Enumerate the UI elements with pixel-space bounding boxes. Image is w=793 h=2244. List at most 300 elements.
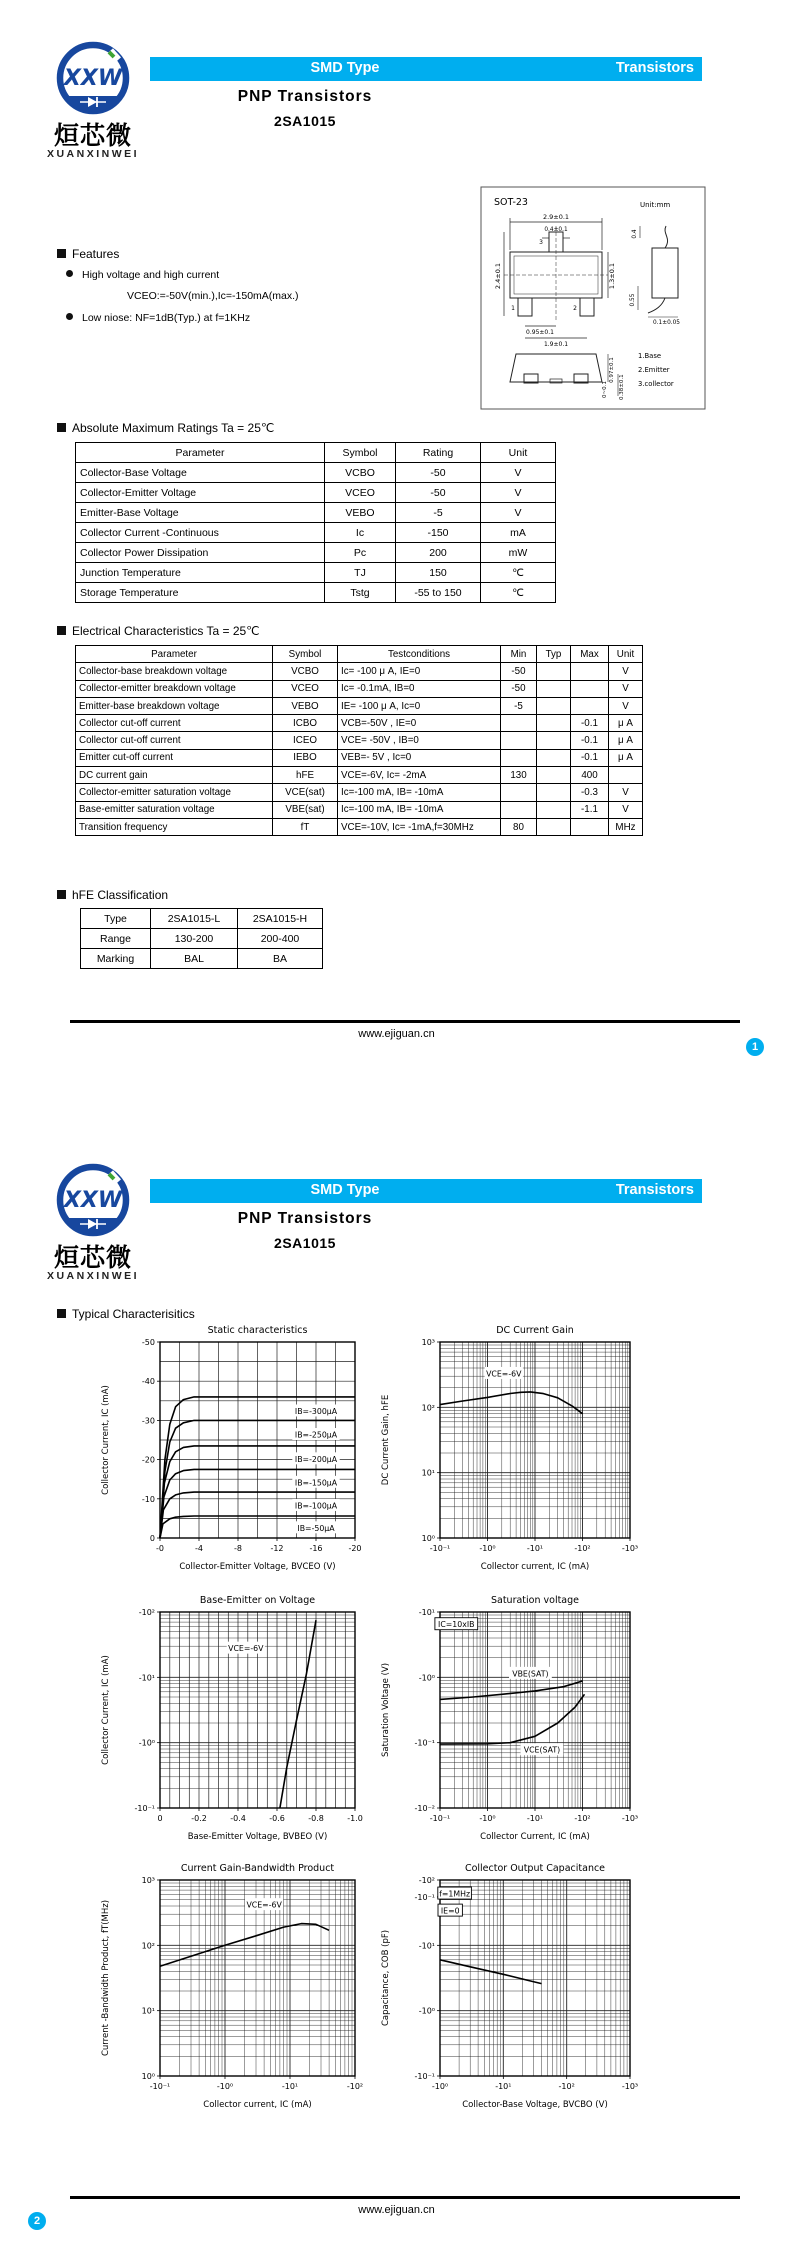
table-cell: VCE=-6V, Ic= -2mA xyxy=(338,767,501,784)
chart-svg xyxy=(375,1858,645,2116)
table-row xyxy=(76,543,556,563)
table-cell: VCE=-10V, Ic= -1mA,f=30MHz xyxy=(338,818,501,835)
table-row xyxy=(76,680,643,697)
table-row xyxy=(76,663,643,680)
y-tick-label: 10¹ xyxy=(421,1468,435,1478)
grid xyxy=(440,1612,630,1808)
dim-pitch-1: 0.95±0.1 xyxy=(526,329,554,336)
table-cell: μ A xyxy=(609,749,643,766)
y-axis-label: DC Current Gain, hFE xyxy=(381,1394,391,1486)
table-cell: BAL xyxy=(151,949,238,969)
x-axis-label: Collector current, IC (mA) xyxy=(203,2100,312,2110)
brand-logo xyxy=(55,40,131,116)
package-name: SOT-23 xyxy=(494,197,528,208)
pin-legend-base: 1.Base xyxy=(638,352,662,360)
y-tick-label: -50 xyxy=(141,1338,155,1347)
y-tick-label: 10¹ xyxy=(141,2006,155,2016)
y-tick-label: -10¹ xyxy=(418,1608,435,1617)
table-cell: V xyxy=(609,801,643,818)
y-tick-label: 10² xyxy=(141,1941,155,1951)
table-cell: -1.1 xyxy=(571,801,609,818)
y-tick-label: 10⁰ xyxy=(141,2072,155,2081)
chart-svg xyxy=(95,1858,370,2116)
curve-label: VCE=-6V xyxy=(228,1644,264,1654)
table-cell: Collector Power Dissipation xyxy=(76,543,325,563)
x-tick-label: -10¹ xyxy=(281,2082,299,2091)
table-cell xyxy=(501,784,537,801)
brand-name-cn: 烜芯微 xyxy=(53,122,132,150)
grid xyxy=(440,1342,630,1538)
table-cell: Collector cut-off current xyxy=(76,732,273,749)
y-tick-label: -10² xyxy=(418,1876,435,1885)
table-cell: VCE(sat) xyxy=(273,784,338,801)
table-cell: mW xyxy=(481,543,556,563)
table-row xyxy=(81,929,323,949)
pin-number-2: 2 xyxy=(573,305,577,312)
header-bar-left: SMD Type xyxy=(310,60,380,76)
chart-collector-output-capacitance xyxy=(375,1858,645,2116)
package-unit: Unit:mm xyxy=(640,201,671,209)
table-cell: Collector-Base Voltage xyxy=(76,463,325,483)
bullet-icon xyxy=(66,270,73,277)
x-tick-label: 0 xyxy=(157,1814,163,1823)
features-heading-text: Features xyxy=(72,247,120,261)
pin-legend-collector: 3.collector xyxy=(638,380,674,388)
table-cell: 400 xyxy=(571,767,609,784)
series-curve xyxy=(280,1620,316,1808)
table-cell xyxy=(609,767,643,784)
section-square-icon xyxy=(57,423,66,432)
table-cell: ICBO xyxy=(273,715,338,732)
table-cell: -5 xyxy=(501,697,537,714)
logo-text: XXW xyxy=(63,66,123,91)
x-axis-label: Collector current, IC (mA) xyxy=(480,1562,590,1572)
table-cell: ℃ xyxy=(481,563,556,583)
ec-heading-text: Electrical Characteristics Ta = 25℃ xyxy=(72,624,260,638)
hfe-table xyxy=(80,908,323,969)
table-row xyxy=(76,483,556,503)
x-tick-label: -10¹ xyxy=(495,2082,512,2091)
curve-label: f=1MHz xyxy=(439,1889,471,1899)
dim-side: 0.55 xyxy=(630,293,636,307)
dim-body-height: 1.3±0.1 xyxy=(608,262,616,290)
table-cell: -0.1 xyxy=(571,715,609,732)
table-cell xyxy=(571,680,609,697)
table-cell xyxy=(537,680,571,697)
column-header: Max xyxy=(571,646,609,663)
x-tick-label: -10⁻¹ xyxy=(429,1814,451,1823)
features-heading xyxy=(57,247,119,261)
y-tick-label: 0 xyxy=(149,1534,155,1543)
x-tick-label: -10¹ xyxy=(526,1544,544,1553)
x-tick-label: -10⁻¹ xyxy=(149,2082,171,2091)
ec-table xyxy=(75,645,643,836)
column-header: Rating xyxy=(396,443,481,463)
table-cell: -50 xyxy=(396,483,481,503)
dim-foot: 0.1±0.05 xyxy=(653,320,680,326)
x-axis-label: Collector-Base Voltage, BVCBO (V) xyxy=(462,2100,608,2110)
table-cell: -5 xyxy=(396,503,481,523)
table-cell: Junction Temperature xyxy=(76,563,325,583)
table-cell: Marking xyxy=(81,949,151,969)
table-cell xyxy=(501,715,537,732)
column-header: Typ xyxy=(537,646,571,663)
table-cell: BA xyxy=(238,949,323,969)
table-row xyxy=(81,909,323,929)
chart-title: Base-Emitter on Voltage xyxy=(199,1595,316,1606)
table-cell xyxy=(501,749,537,766)
chart-saturation-voltage xyxy=(375,1590,645,1848)
table-row xyxy=(81,949,323,969)
x-tick-label: -10⁰ xyxy=(431,2082,449,2091)
x-tick-label: -10³ xyxy=(621,1544,639,1553)
curve-label: VBE(SAT) xyxy=(512,1669,549,1679)
table-cell xyxy=(537,801,571,818)
y-tick-label: 10⁰ xyxy=(421,1534,435,1543)
table-cell: Emitter-Base Voltage xyxy=(76,503,325,523)
curve-label: IB=-100µA xyxy=(294,1501,338,1511)
y-tick-label: -10⁻¹ xyxy=(134,1804,155,1813)
footer-url: www.ejiguan.cn xyxy=(358,2204,435,2216)
brand-logo xyxy=(55,1162,131,1238)
table-cell: Collector Current -Continuous xyxy=(76,523,325,543)
curve-label: IB=-250µA xyxy=(294,1430,338,1440)
x-tick-label: -0.8 xyxy=(308,1814,324,1823)
table-cell: Ic=-100 mA, IB= -10mA xyxy=(338,801,501,818)
y-tick-label: -10² xyxy=(138,1608,155,1617)
table-cell: mA xyxy=(481,523,556,543)
x-tick-label: -16 xyxy=(309,1544,323,1553)
table-cell: V xyxy=(481,503,556,523)
table-cell xyxy=(571,818,609,835)
table-cell xyxy=(537,697,571,714)
table-cell xyxy=(537,784,571,801)
x-tick-label: -20 xyxy=(348,1544,362,1553)
pin-legend-emitter: 2.Emitter xyxy=(638,366,670,374)
curve-label: IC=10xIB xyxy=(438,1620,475,1630)
x-tick-label: -10¹ xyxy=(526,1814,544,1823)
table-cell xyxy=(501,732,537,749)
page-number-badge: 2 xyxy=(28,2212,46,2230)
chart-title: Saturation voltage xyxy=(490,1595,580,1606)
table-cell: Collector-emitter saturation voltage xyxy=(76,784,273,801)
table-cell: MHz xyxy=(609,818,643,835)
x-tick-label: -10⁰ xyxy=(216,2082,234,2091)
dim-pitch-2: 1.9±0.1 xyxy=(543,341,569,348)
dim-gap: 0~0.1 xyxy=(602,381,608,398)
table-row xyxy=(76,784,643,801)
y-axis-label: Capacitance, COB (pF) xyxy=(381,1929,391,2027)
table-row xyxy=(76,523,556,543)
table-cell xyxy=(571,697,609,714)
table-cell xyxy=(501,801,537,818)
table-cell: VCEO xyxy=(273,680,338,697)
table-cell: Storage Temperature xyxy=(76,583,325,603)
table-cell: fT xyxy=(273,818,338,835)
table-cell: 130-200 xyxy=(151,929,238,949)
table-cell: IE= -100 μ A, Ic=0 xyxy=(338,697,501,714)
column-header: Min xyxy=(501,646,537,663)
brand-name-en: XUANXINWEI xyxy=(46,148,140,160)
chart-static-characteristics xyxy=(95,1320,370,1578)
table-cell: VBE(sat) xyxy=(273,801,338,818)
table-cell: TJ xyxy=(325,563,396,583)
x-tick-label: -10² xyxy=(574,1544,591,1553)
table-cell xyxy=(537,715,571,732)
section-square-icon xyxy=(57,890,66,899)
x-tick-label: -10³ xyxy=(621,2082,639,2091)
footer-rule xyxy=(70,1020,740,1023)
pin-number-1: 1 xyxy=(511,305,515,312)
chart-svg xyxy=(95,1320,370,1578)
x-tick-label: -0.2 xyxy=(191,1814,207,1823)
table-cell: V xyxy=(609,680,643,697)
table-cell: VEBO xyxy=(273,697,338,714)
dim-lead-width: 0.38±0.1 xyxy=(619,374,625,400)
chart-base-emitter-on-voltage xyxy=(95,1590,370,1848)
doc-subtitle: PNP Transistors xyxy=(237,88,373,105)
package-pin-legend xyxy=(638,352,674,388)
header-bar xyxy=(150,57,702,81)
table-cell: Ic xyxy=(325,523,396,543)
hfe-heading xyxy=(57,888,168,902)
plot-border xyxy=(440,1880,630,2076)
table-cell: DC current gain xyxy=(76,767,273,784)
x-axis-label: Collector-Emitter Voltage, BVCEO (V) xyxy=(179,1562,336,1572)
table-cell: 80 xyxy=(501,818,537,835)
part-number: 2SA1015 xyxy=(274,1235,336,1251)
table-cell xyxy=(537,749,571,766)
table-row xyxy=(76,818,643,835)
x-tick-label: -10³ xyxy=(621,1814,639,1823)
table-cell: Type xyxy=(81,909,151,929)
table-cell: -0.3 xyxy=(571,784,609,801)
table-cell: VCE= -50V , IB=0 xyxy=(338,732,501,749)
table-cell: 2SA1015-L xyxy=(151,909,238,929)
table-cell: Collector cut-off current xyxy=(76,715,273,732)
table-cell: Ic=-100 mA, IB= -10mA xyxy=(338,784,501,801)
pin-number-3: 3 xyxy=(539,239,543,246)
feature-item xyxy=(66,312,250,324)
footer-url: www.ejiguan.cn xyxy=(358,1028,435,1040)
table-cell: VCBO xyxy=(325,463,396,483)
x-tick-label: -10² xyxy=(574,1814,591,1823)
y-tick-label: -30 xyxy=(141,1416,155,1426)
feature-subtext: VCEO:=-50V(min.),Ic=-150mA(max.) xyxy=(127,290,299,302)
header-bar-right: Transistors xyxy=(615,1182,694,1198)
table-cell: Pc xyxy=(325,543,396,563)
table-cell: Emitter cut-off current xyxy=(76,749,273,766)
table-cell: VCBO xyxy=(273,663,338,680)
package-drawing-sot23 xyxy=(480,186,706,410)
table-cell: Collector-emitter breakdown voltage xyxy=(76,680,273,697)
section-square-icon xyxy=(57,1309,66,1318)
x-tick-label: -10⁰ xyxy=(479,1544,496,1553)
header-bar-left: SMD Type xyxy=(310,1182,380,1198)
table-row xyxy=(76,801,643,818)
chart-svg xyxy=(375,1590,645,1848)
column-header: Testconditions xyxy=(338,646,501,663)
y-tick-label: -10¹ xyxy=(418,1941,435,1951)
table-cell: 200 xyxy=(396,543,481,563)
table-cell: 150 xyxy=(396,563,481,583)
column-header: Parameter xyxy=(76,443,325,463)
table-cell: -50 xyxy=(396,463,481,483)
package-top-view xyxy=(504,226,608,322)
table-cell: VEBO xyxy=(325,503,396,523)
y-axis-label: Saturation Voltage (V) xyxy=(381,1662,391,1758)
y-axis-label: Collector Current, IC (mA) xyxy=(101,1385,111,1495)
table-cell: -50 xyxy=(501,680,537,697)
table-cell xyxy=(537,732,571,749)
x-tick-label: -0.4 xyxy=(230,1814,246,1823)
chart-title: Collector Output Capacitance xyxy=(464,1863,606,1874)
x-tick-label: -0.6 xyxy=(269,1814,285,1823)
curve-label: VCE=-6V xyxy=(486,1369,522,1379)
x-tick-label: -10² xyxy=(558,2082,575,2091)
logo-text: XXW xyxy=(63,1188,123,1213)
x-tick-label: -12 xyxy=(270,1544,284,1553)
table-row xyxy=(76,715,643,732)
table-cell: 200-400 xyxy=(238,929,323,949)
chart-title: DC Current Gain xyxy=(496,1325,574,1336)
y-tick-label: -10⁻² xyxy=(414,1804,435,1813)
table-cell: Collector-base breakdown voltage xyxy=(76,663,273,680)
x-tick-label: -10⁻¹ xyxy=(429,1544,451,1553)
grid xyxy=(440,1880,630,2076)
table-row xyxy=(76,732,643,749)
header-bar-right: Transistors xyxy=(615,60,694,76)
table-cell: hFE xyxy=(273,767,338,784)
table-row xyxy=(76,563,556,583)
table-cell: ℃ xyxy=(481,583,556,603)
series-curve xyxy=(440,1960,542,1984)
table-cell: VEB=- 5V , Ic=0 xyxy=(338,749,501,766)
feature-text: High voltage and high current xyxy=(82,269,220,281)
y-tick-label: -10⁰ xyxy=(418,1673,435,1683)
y-tick-label: -40 xyxy=(141,1377,155,1387)
table-cell: Ic= -100 μ A, IE=0 xyxy=(338,663,501,680)
ec-heading xyxy=(57,624,260,638)
datasheet-page-2 xyxy=(0,1122,793,2244)
table-cell xyxy=(537,767,571,784)
package-elevation-labels xyxy=(602,357,625,400)
curve-label: IE=0 xyxy=(440,1906,460,1916)
table-cell: Collector-Emitter Voltage xyxy=(76,483,325,503)
table-cell xyxy=(537,818,571,835)
page-number-badge: 1 xyxy=(746,1038,764,1056)
curve-label: IB=-50µA xyxy=(297,1523,335,1533)
chart-svg xyxy=(95,1590,370,1848)
table-cell: -0.1 xyxy=(571,749,609,766)
y-tick-label: -10⁰ xyxy=(138,1738,155,1748)
chart-dc-current-gain xyxy=(375,1320,645,1578)
y-tick-label: 10² xyxy=(421,1403,435,1413)
column-header: Unit xyxy=(609,646,643,663)
table-row xyxy=(76,583,556,603)
section-square-icon xyxy=(57,249,66,258)
amr-table xyxy=(75,442,556,603)
table-cell: V xyxy=(609,697,643,714)
chart-svg xyxy=(375,1320,645,1578)
column-header: Symbol xyxy=(273,646,338,663)
table-cell: V xyxy=(481,463,556,483)
y-tick-label: -10⁻¹ xyxy=(414,1738,435,1748)
package-side-labels xyxy=(630,229,680,326)
x-tick-label: -4 xyxy=(195,1544,203,1553)
chart-title: Current Gain-Bandwidth Product xyxy=(180,1863,335,1874)
table-cell: 130 xyxy=(501,767,537,784)
table-cell: VCB=-50V , IE=0 xyxy=(338,715,501,732)
column-header: Symbol xyxy=(325,443,396,463)
brand-name-en: XUANXINWEI xyxy=(46,1270,140,1282)
y-tick-label: -10⁰ xyxy=(418,2006,435,2016)
dim-width: 2.9±0.1 xyxy=(542,213,570,221)
table-cell: -55 to 150 xyxy=(396,583,481,603)
table-row xyxy=(76,749,643,766)
y-tick-label: -10¹ xyxy=(138,1673,155,1683)
table-cell: 2SA1015-H xyxy=(238,909,323,929)
table-row xyxy=(76,443,556,463)
table-cell: Base-emitter saturation voltage xyxy=(76,801,273,818)
footer-rule xyxy=(70,2196,740,2199)
table-cell xyxy=(571,663,609,680)
table-cell: VCEO xyxy=(325,483,396,503)
feature-text: Low niose: NF=1dB(Typ.) at f=1KHz xyxy=(82,312,251,324)
chart-title: Static characteristics xyxy=(207,1325,308,1336)
curve-label: VCE(SAT) xyxy=(523,1745,561,1755)
column-header: Parameter xyxy=(76,646,273,663)
table-cell: V xyxy=(481,483,556,503)
table-cell: Range xyxy=(81,929,151,949)
package-dim-labels xyxy=(494,213,616,348)
x-tick-label: -0 xyxy=(156,1544,164,1553)
y-tick-label: -20 xyxy=(141,1455,155,1465)
y-tick-label: 10³ xyxy=(141,1876,155,1885)
typical-characteristics-heading-text: Typical Characterisitics xyxy=(72,1307,195,1321)
header-bar xyxy=(150,1179,702,1203)
doc-subtitle: PNP Transistors xyxy=(237,1210,373,1227)
column-header: Unit xyxy=(481,443,556,463)
table-cell: ICEO xyxy=(273,732,338,749)
dim-elev-height: 0.97±0.1 xyxy=(609,357,615,383)
y-tick-label: 10³ xyxy=(421,1338,435,1347)
table-cell: V xyxy=(609,784,643,801)
dim-height: 2.4±0.1 xyxy=(494,262,502,290)
x-tick-label: -10⁰ xyxy=(479,1814,496,1823)
package-side-view xyxy=(638,226,678,317)
table-row xyxy=(76,646,643,663)
typical-characteristics-heading xyxy=(57,1307,195,1321)
hfe-heading-text: hFE Classification xyxy=(72,888,169,902)
table-cell: -150 xyxy=(396,523,481,543)
table-cell: V xyxy=(609,663,643,680)
table-cell: μ A xyxy=(609,732,643,749)
curve-label: VCE=-6V xyxy=(246,1900,282,1910)
table-cell: Emitter-base breakdown voltage xyxy=(76,697,273,714)
table-cell: Transition frequency xyxy=(76,818,273,835)
x-tick-label: -8 xyxy=(234,1544,242,1553)
amr-heading-text: Absolute Maximum Ratings Ta = 25℃ xyxy=(72,421,275,435)
x-axis-label: Collector Current, IC (mA) xyxy=(480,1832,590,1842)
x-tick-label: -1.0 xyxy=(347,1814,363,1823)
table-cell: IEBO xyxy=(273,749,338,766)
part-number: 2SA1015 xyxy=(274,113,336,129)
table-cell: Tstg xyxy=(325,583,396,603)
bullet-icon xyxy=(66,313,73,320)
table-cell: Ic= -0.1mA, IB=0 xyxy=(338,680,501,697)
y-tick-label: -10⁻¹ xyxy=(414,1892,435,1902)
